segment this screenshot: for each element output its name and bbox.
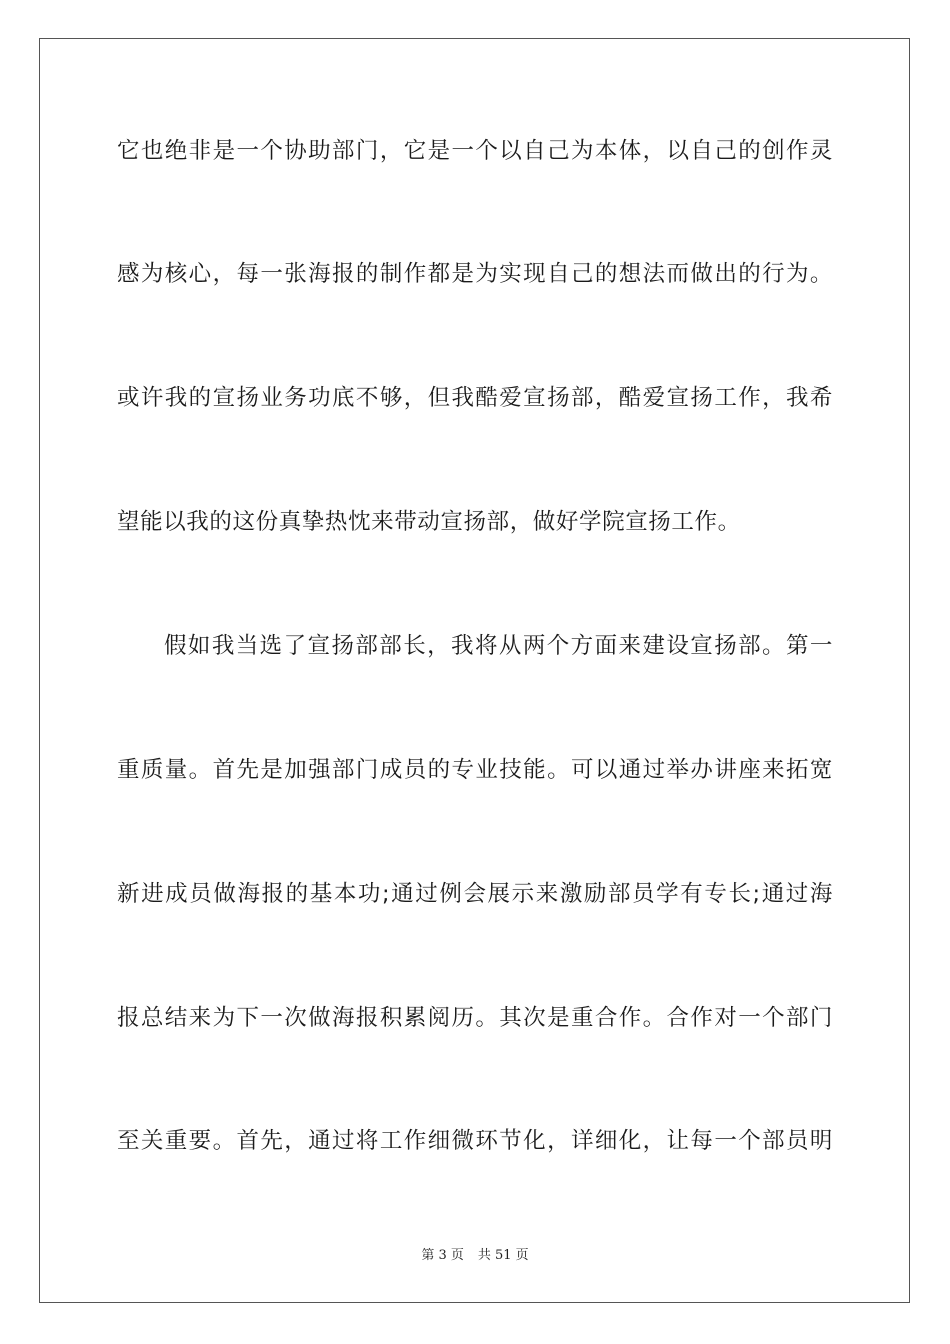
page-number: 第 3 页 [421,1248,464,1263]
paragraph-line: 至关重要。首先，通过将工作细微环节化，详细化，让每一个部员明 [117,1128,833,1154]
paragraph-line: 报总结来为下一次做海报积累阅历。其次是重合作。合作对一个部门 [117,1005,833,1031]
paragraph-line: 重质量。首先是加强部门成员的专业技能。可以通过举办讲座来拓宽 [117,757,833,783]
paragraph-line: 或许我的宣扬业务功底不够，但我酷爱宣扬部，酷爱宣扬工作，我希 [117,385,833,411]
paragraph-line: 新进成员做海报的基本功;通过例会展示来激励部员学有专长;通过海 [117,881,833,907]
paragraph-line: 假如我当选了宣扬部部长，我将从两个方面来建设宣扬部。第一 [164,633,833,659]
paragraph-line: 感为核心，每一张海报的制作都是为实现自己的想法而做出的行为。 [117,261,833,287]
paragraph-line: 望能以我的这份真挚热忱来带动宣扬部，做好学院宣扬工作。 [117,509,741,535]
page-border [39,38,910,1303]
paragraph-line: 它也绝非是一个协助部门，它是一个以自己为本体，以自己的创作灵 [117,138,833,164]
total-pages: 共 51 页 [477,1248,529,1263]
page-footer [0,1247,950,1265]
